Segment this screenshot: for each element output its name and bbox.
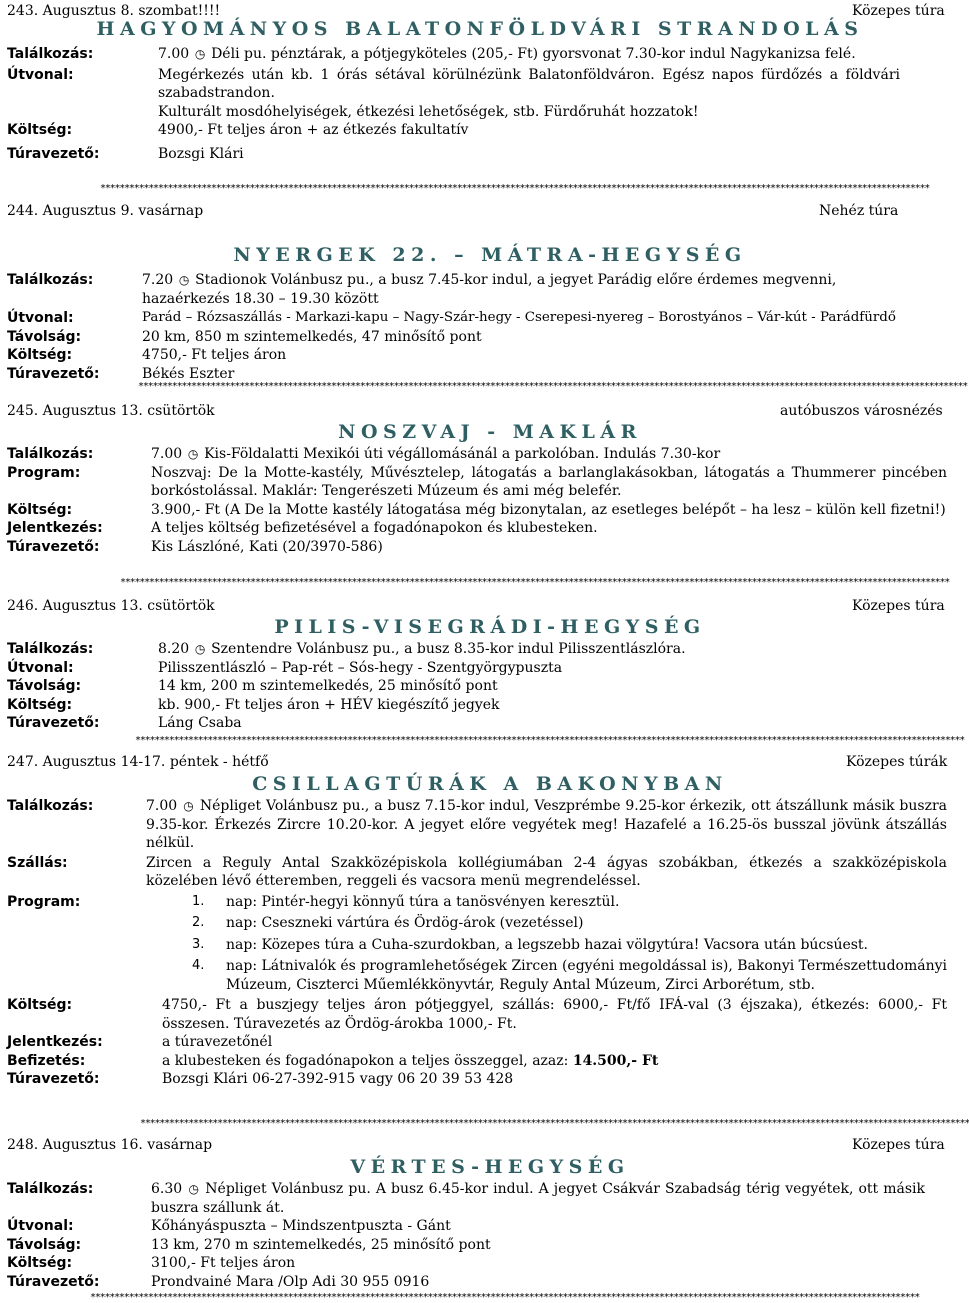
program-item: 1. nap: Pintér-hegyi könnyű túra a tanösvényen keresztül. <box>192 893 620 910</box>
lodging-label: Szállás: <box>7 854 68 871</box>
route-label: Útvonal: <box>7 659 74 676</box>
event-difficulty: Nehéz túra <box>819 203 899 219</box>
meeting-text: Népliget Volánbusz pu., a busz 7.15-kor indul, Veszprémbe 9.25-kor érkezik, ott átszállunk másik buszra 9.35-kor. Érkezés Zircre 10.20-kor. A jegyet előre vegyétek meg! Hazafelé a 16.25-ös busszal jövünk átszállás nélkül. <box>146 798 947 851</box>
cost-label: Költség: <box>7 696 73 713</box>
cost-text: 3100,- Ft teljes áron <box>151 1255 296 1271</box>
event-title: NYERGEK 22. – MÁTRA-HEGYSÉG <box>233 244 747 266</box>
program-item: 2. nap: Cseszneki vártúra és Ördög-árok (vezetéssel) <box>192 915 584 931</box>
distance-text: 13 km, 270 m szintemelkedés, 25 minősítő pont <box>151 1236 491 1253</box>
payment-label: Befizetés: <box>7 1052 86 1069</box>
separator: **************************************************************************************************************************************************************************** <box>120 577 950 588</box>
event-248 <box>0 1136 960 1291</box>
separator: **************************************************************************************************************************************************************************** <box>140 1118 969 1129</box>
event-number: 247. Augusztus 14-17. péntek - hétfő <box>7 754 269 770</box>
meeting-label: Találkozás: <box>7 446 94 462</box>
leader-text: Bozsgi Klári <box>158 145 244 162</box>
distance-label: Távolság: <box>7 1236 82 1253</box>
event-title: NOSZVAJ - MAKLÁR <box>338 421 642 443</box>
event-244 <box>0 202 960 383</box>
cost-label: Költség: <box>7 122 73 138</box>
clock-icon: ◷ <box>183 799 194 813</box>
event-number: 248. Augusztus 16. vasárnap <box>7 1137 213 1153</box>
event-number: 246. Augusztus 13. csütörtök <box>7 598 215 614</box>
route-label: Útvonal: <box>7 310 74 326</box>
leader-text: Bozsgi Klári 06-27-392-915 vagy 06 20 39 53 428 <box>162 1071 514 1087</box>
meeting-text: Népliget Volánbusz pu. A busz 6.45-kor indul. A jegyet Csákvár Szabadság térig vegyétek, ott másik buszra szállunk át. <box>151 1181 925 1216</box>
cost-text: 4750,- Ft a buszjegy teljes áron pótjeggyel, szállás: 6900,- Ft/fő IFÁ-val (3 éjszaka), étkezés: 6000,- Ft összesen. Túravezetés az Ördög-árokba 1000,- Ft. <box>162 997 947 1032</box>
meeting-time: 7.20 <box>142 272 174 288</box>
apply-label: Jelentkezés: <box>7 1034 103 1050</box>
program-label: Program: <box>7 464 81 481</box>
lodging-text: Zircen a Reguly Antal Szakközépiskola kollégiumában 2-4 ágyas szobákban, étkezés a szakközépiskola közelében lévő étteremben, reggeli és vacsora menü megrendeléssel. <box>146 854 947 889</box>
cost-text: 3.900,- Ft (A De la Motte kastély látogatása még bizonytalan, az esetleges belépőt – ha lesz – külön kell fizetni!) <box>151 501 946 518</box>
leader-label: Túravezető: <box>7 538 100 555</box>
separator: **************************************************************************************************************************************************************************** <box>100 183 930 194</box>
distance-text: 20 km, 850 m szintemelkedés, 47 minősítő pont <box>142 328 482 345</box>
clock-icon: ◷ <box>178 273 190 287</box>
meeting-time: 6.30 <box>151 1181 183 1197</box>
event-difficulty: Közepes túra <box>852 1137 945 1153</box>
cost-label: Költség: <box>7 1255 73 1271</box>
cost-text: 4900,- Ft teljes áron + az étkezés fakultatív <box>158 122 469 138</box>
apply-label: Jelentkezés: <box>7 520 103 536</box>
event-245 <box>0 402 960 556</box>
meeting-text: Déli pu. pénztárak, a pótjegyköteles (205,- Ft) gyorsvonat 7.30-kor indul Nagykanizsa felé. <box>211 46 856 62</box>
event-title: PILIS-VISEGRÁDI-HEGYSÉG <box>274 616 706 638</box>
leader-label: Túravezető: <box>7 365 100 382</box>
event-number: 245. Augusztus 13. csütörtök <box>7 403 215 419</box>
event-243 <box>0 0 960 163</box>
meeting-time: 7.00 <box>158 46 190 62</box>
meeting-text: Szentendre Volánbusz pu., a busz 8.35-kor indul Pilisszentlászlóra. <box>211 641 686 657</box>
program-item: 3. nap: Közepes túra a Cuha-szurdokban, a legszebb hazai völgytúra! Vacsora után búcsúest. <box>192 936 869 953</box>
distance-label: Távolság: <box>7 328 82 345</box>
event-title: CSILLAGTÚRÁK A BAKONYBAN <box>252 773 728 795</box>
leader-text: Prondvainé Mara /Olp Adi 30 955 0916 <box>151 1273 430 1290</box>
program-list <box>192 893 947 995</box>
program-text: Noszvaj: De la Motte-kastély, Művésztelep, látogatás a barlanglakásokban, látogatás a Thummerer pincében borkóstolással. Maklár: Tengerészeti Múzeum és ami még belefér. <box>151 464 947 499</box>
leader-text: Láng Csaba <box>158 715 242 731</box>
clock-icon: ◷ <box>187 447 199 461</box>
event-difficulty: Közepes túra <box>852 598 945 614</box>
event-title: HAGYOMÁNYOS BALATONFÖLDVÁRI STRANDOLÁS <box>96 18 864 40</box>
event-number: 244. Augusztus 9. vasárnap <box>7 203 204 219</box>
cost-label: Költség: <box>7 501 73 518</box>
event-title: VÉRTES-HEGYSÉG <box>350 1156 630 1178</box>
meeting-text: Kis-Földalatti Mexikói úti végállomásánál a parkolóban. Indulás 7.30-kor <box>204 446 721 462</box>
leader-text: Kis Lászlóné, Kati (20/3970-586) <box>151 538 383 555</box>
payment-amount: 14.500,- Ft <box>572 1052 659 1069</box>
leader-label: Túravezető: <box>7 715 100 731</box>
route-note: Kulturált mosdóhelyiségek, étkezési lehetőségek, stb. Fürdőruhát hozzatok! <box>158 103 699 120</box>
separator: **************************************************************************************************************************************************************************** <box>135 735 965 746</box>
route-text: Megérkezés után kb. 1 órás sétával körülnézünk Balatonföldváron. Egész napos fürdőzés a földvári szabadstrandon. <box>158 66 900 101</box>
event-number: 243. Augusztus 8. szombat!!!! <box>7 3 221 19</box>
program-label: Program: <box>7 893 81 910</box>
program-item: 4. nap: Látnivalók és programlehetőségek Zircen (egyéni megoldással is), Bakonyi Természettudományi Múzeum, Ciszterci Műemlékkönyvtár, Reguly Antal Múzeum, Zirci Arborétum, stb. <box>192 958 947 993</box>
meeting-label: Találkozás: <box>7 1181 94 1197</box>
clock-icon: ◷ <box>188 1182 199 1196</box>
event-difficulty: Közepes túra <box>852 3 945 19</box>
meeting-time: 7.00 <box>151 446 183 462</box>
distance-text: 14 km, 200 m szintemelkedés, 25 minősítő pont <box>158 678 498 694</box>
leader-label: Túravezető: <box>7 1273 100 1290</box>
leader-label: Túravezető: <box>7 1071 100 1087</box>
route-text: Kőhányáspuszta – Mindszentpuszta - Gánt <box>151 1218 451 1234</box>
distance-label: Távolság: <box>7 678 82 694</box>
meeting-text: Stadionok Volánbusz pu., a busz 7.45-kor indul, a jegyet Parádig előre érdemes megvenni, hazaérkezés 18.30 – 19.30 között <box>142 272 837 307</box>
event-246 <box>0 597 960 733</box>
route-text: Parád – Rózsaszállás - Markazi-kapu – Nagy-Szár-hegy - Cserepesi-nyereg – Borostyános – Vár-kút - Parádfürdő <box>142 310 896 325</box>
meeting-label: Találkozás: <box>7 272 94 288</box>
route-label: Útvonal: <box>7 1218 74 1234</box>
apply-text: a túravezetőnél <box>162 1034 273 1050</box>
cost-text: 4750,- Ft teljes áron <box>142 347 287 363</box>
clock-icon: ◷ <box>194 642 206 656</box>
clock-icon: ◷ <box>194 47 206 61</box>
event-247 <box>0 753 960 1089</box>
apply-text: A teljes költség befizetésével a fogadónapokon és klubesteken. <box>151 520 598 536</box>
cost-text: kb. 900,- Ft teljes áron + HÉV kiegészítő jegyek <box>158 696 500 713</box>
separator: **************************************************************************************************************************************************************************** <box>90 1292 920 1303</box>
leader-text: Békés Eszter <box>142 365 235 382</box>
cost-label: Költség: <box>7 997 73 1013</box>
separator: **************************************************************************************************************************************************************************** <box>138 381 968 392</box>
meeting-label: Találkozás: <box>7 641 94 657</box>
route-label: Útvonal: <box>7 66 74 83</box>
meeting-time: 7.00 <box>146 798 178 814</box>
payment-text: a klubesteken és fogadónapokon a teljes összeggel, azaz: <box>162 1052 569 1069</box>
event-difficulty: Közepes túrák <box>846 754 948 770</box>
meeting-label: Találkozás: <box>7 46 94 62</box>
meeting-time: 8.20 <box>158 641 190 657</box>
leader-label: Túravezető: <box>7 145 100 162</box>
event-difficulty: autóbuszos városnézés <box>780 403 943 419</box>
meeting-label: Találkozás: <box>7 798 94 814</box>
route-text: Pilisszentlászló – Pap-rét – Sós-hegy - Szentgyörgypuszta <box>158 659 563 676</box>
cost-label: Költség: <box>7 347 73 363</box>
